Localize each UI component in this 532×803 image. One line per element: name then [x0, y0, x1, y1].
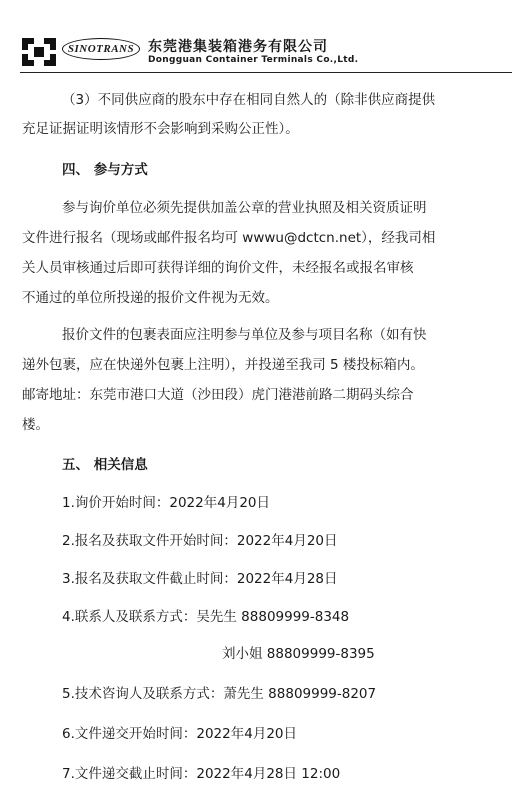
section4-heading: 四、 参与方式 [62, 162, 148, 178]
p1-line2: 文件进行报名（现场或邮件报名均可 wwwu@dctcn.net），经我司相 [22, 230, 436, 246]
p1-line4: 不通过的单位所投递的报价文件视为无效。 [22, 290, 279, 306]
info-item-1: 1.询价开始时间：2022年4月20日 [62, 495, 271, 511]
p2-line4: 楼。 [22, 417, 49, 433]
logo-wordmark: SINOTRANS [62, 38, 140, 60]
item3-line1: （3）不同供应商的股东中存在相同自然人的（除非供应商提供 [62, 92, 436, 108]
p1-line3: 关人员审核通过后即可获得详细的询价文件，未经报名或报名审核 [22, 260, 414, 276]
info-item-6: 6.文件递交开始时间：2022年4月20日 [62, 726, 298, 742]
p2-line1: 报价文件的包裹表面应注明参与单位及参与项目名称（如有快 [62, 327, 427, 343]
company-name-en: Dongguan Container Terminals Co.,Ltd. [148, 55, 359, 65]
info-item-7: 7.文件递交截止时间：2022年4月28日 12:00 [62, 766, 341, 782]
info-item-3: 3.报名及获取文件截止时间：2022年4月28日 [62, 571, 338, 587]
p2-line3: 邮寄地址：东莞市港口大道（沙田段）虎门港港前路二期码头综合 [22, 387, 414, 403]
company-name-cn: 东莞港集装箱港务有限公司 [148, 39, 328, 55]
header-divider [20, 72, 512, 73]
company-logo-icon [20, 36, 58, 68]
info-item-4: 4.联系人及联系方式：吴先生 88809999-8348 [62, 609, 350, 625]
info-item-5: 5.技术咨询人及联系方式：萧先生 88809999-8207 [62, 686, 377, 702]
letterhead [20, 36, 520, 70]
info-item-2: 2.报名及获取文件开始时间：2022年4月20日 [62, 533, 338, 549]
p2-line2: 递外包裹，应在快递外包裹上注明），并投递至我司 5 楼投标箱内。 [22, 357, 424, 373]
section5-heading: 五、 相关信息 [62, 457, 148, 473]
p1-line1: 参与询价单位必须先提供加盖公章的营业执照及相关资质证明 [62, 200, 427, 216]
info-item-4-second-contact: 刘小姐 88809999-8395 [222, 646, 375, 662]
item3-line2: 充足证据证明该情形不会影响到采购公正性）。 [22, 121, 299, 137]
